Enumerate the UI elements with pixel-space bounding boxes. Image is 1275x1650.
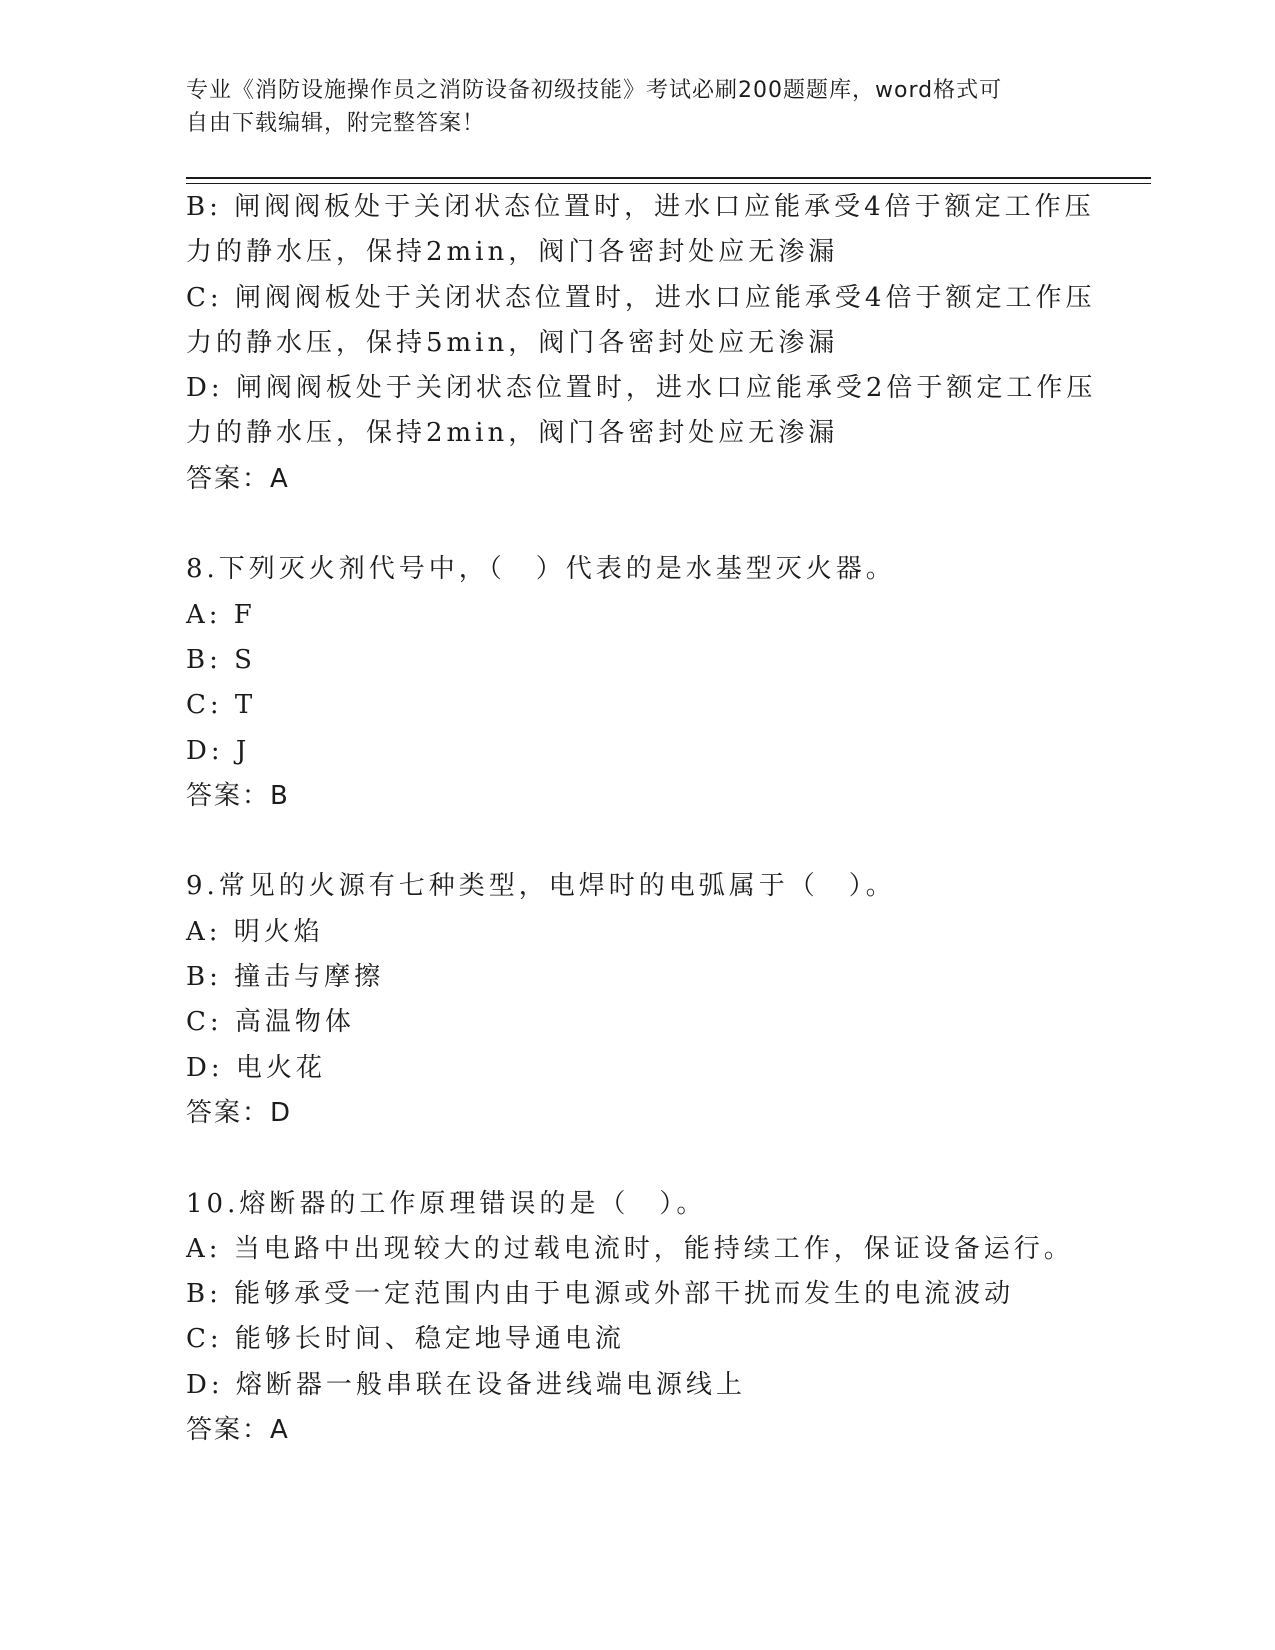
question-9-option-c: C: 高温物体 [186,1007,355,1038]
question-7-option-b-line-1: B: 闸阀阀板处于关闭状态位置时，进水口应能承受4倍于额定工作压 [186,192,1095,222]
question-9-option-d: D: 电火花 [186,1052,326,1083]
question-8-option-a: A: F [186,599,256,630]
question-9-option-a: A: 明火焰 [186,916,324,947]
question-list [186,185,1097,1453]
question-9 [186,864,1086,1136]
question-8-option-d: D: J [186,735,251,766]
question-10-option-b: B: 能够承受一定范围内由于电源或外部干扰而发生的电流波动 [186,1279,1015,1310]
question-7-option-d-line-2: 力的静水压，保持2min，阀门各密封处应无渗漏 [186,418,839,449]
question-8 [186,547,1086,819]
question-8-answer: 答案：B [186,780,290,811]
question-10-option-a: A: 当电路中出现较大的过载电流时，能持续工作，保证设备运行。 [186,1233,1074,1264]
question-9-option-b: B: 撞击与摩擦 [186,962,385,993]
header-divider-thin [186,183,1151,184]
question-10-option-d: D: 熔断器一般串联在设备进线端电源线上 [186,1369,746,1400]
question-9-answer: 答案：D [186,1097,293,1128]
question-8-option-b: B: S [186,644,256,675]
question-8-option-c: C: T [186,690,257,721]
question-7-option-d-line-1: D: 闸阀阀板处于关闭状态位置时，进水口应能承受2倍于额定工作压 [186,373,1097,404]
question-10-text: 10.熔断器的工作原理错误的是（ ）。 [186,1188,707,1219]
question-7-answer: 答案：A [186,463,290,494]
question-spacer [186,819,1086,864]
question-7-option-b-line-2: 力的静水压，保持2min，阀门各密封处应无渗漏 [186,237,839,268]
question-7-option-c-line-1: C: 闸阀阀板处于关闭状态位置时，进水口应能承受4倍于额定工作压 [186,282,1096,313]
document-header [186,74,1086,140]
header-divider-thick [186,177,1151,179]
question-10-option-c: C: 能够长时间、稳定地导通电流 [186,1324,625,1355]
question-8-text: 8.下列灭火剂代号中，（ ）代表的是水基型灭火器。 [186,554,896,585]
question-spacer [186,502,1086,547]
question-10-answer: 答案：A [186,1415,290,1446]
header-title-line-1: 专业《消防设施操作员之消防设备初级技能》考试必刷200题题库，word格式可 [186,78,1003,103]
question-7-remainder [186,185,1097,502]
question-10 [186,1182,1086,1454]
question-spacer [186,1136,1086,1181]
question-9-text: 9.常见的火源有七种类型，电焊时的电弧属于（ ）。 [186,871,896,902]
header-title-line-2: 自由下载编辑，附完整答案！ [186,111,486,136]
question-7-option-c-line-2: 力的静水压，保持5min，阀门各密封处应无渗漏 [186,327,839,358]
